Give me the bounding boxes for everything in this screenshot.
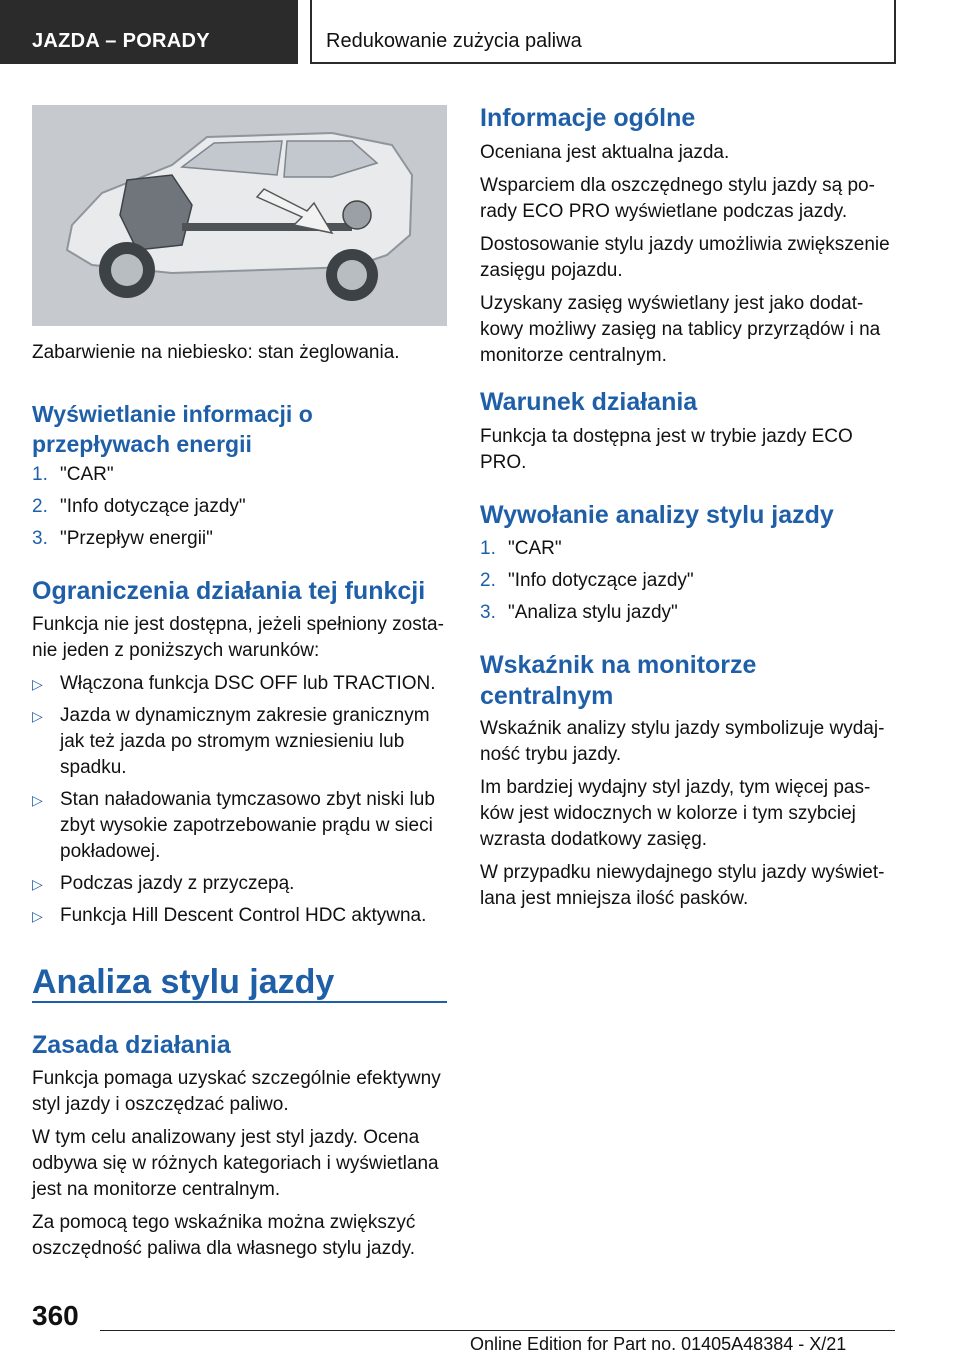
text-line: Oceniana jest aktualna jazda. [480, 142, 730, 163]
text-line: Uzyskany zasięg wyświetlany jest jako dodat- [480, 293, 864, 314]
text-line: Funkcja nie jest dostępna, jeżeli spełniony zosta- [32, 614, 444, 635]
step-number: 1. [480, 538, 496, 559]
text-line: Wsparciem dla oszczędnego stylu jazdy są po- [480, 175, 875, 196]
text-line: W tym celu analizowany jest styl jazdy. Ocena [32, 1127, 420, 1148]
energy-flow-steps [32, 462, 447, 552]
paragraph [480, 232, 895, 284]
list-item [32, 703, 452, 781]
text-line: Za pomocą tego wskaźnika można zwiększyć [32, 1212, 416, 1233]
list-text [60, 703, 430, 781]
paragraph [480, 860, 895, 912]
step-text: "Info dotyczące jazdy" [60, 496, 246, 517]
step-number: 2. [480, 570, 496, 591]
text-line: odbywa się w różnych kategoriach i wyświetlana [32, 1153, 439, 1174]
list-item [32, 903, 452, 929]
paragraph [480, 173, 895, 225]
edition-note: Online Edition for Part no. 01405A48384 - X/21 [470, 1334, 847, 1354]
text-line: ność trybu jazdy. [480, 744, 622, 765]
heading-line: przepływach energii [32, 431, 252, 457]
list-text [60, 787, 435, 865]
text-line: jak też jazda po stromym wzniesieniu lub [60, 731, 405, 752]
step-item [480, 600, 895, 626]
step-number: 3. [480, 602, 496, 623]
step-number: 2. [32, 496, 48, 517]
call-heading: Wywołanie analizy stylu jazdy [480, 501, 834, 529]
limits-heading: Ograniczenia działania tej funkcji [32, 577, 426, 605]
text-line: wzrasta dodatkowy zasięg. [480, 829, 708, 850]
list-item [32, 671, 452, 697]
indicator-heading [480, 650, 895, 712]
step-item [32, 462, 447, 488]
list-item [32, 787, 452, 865]
text-line: Wskaźnik analizy stylu jazdy symbolizuje wydaj- [480, 718, 885, 739]
step-item [480, 536, 895, 562]
section-tab [0, 0, 298, 64]
general-body [480, 140, 895, 369]
text-line: PRO. [480, 452, 527, 473]
text-line: pokładowej. [60, 841, 161, 862]
step-number: 1. [32, 464, 48, 485]
text-line: Im bardziej wydajny styl jazdy, tym więcej pas- [480, 777, 871, 798]
triangle-bullet-icon: ▷ [32, 676, 43, 692]
step-number: 3. [32, 528, 48, 549]
text-line: Stan naładowania tymczasowo zbyt niski lub [60, 789, 435, 810]
text-line: zbyt wysokie zapotrzebowanie prądu w sieci [60, 815, 433, 836]
paragraph [480, 775, 895, 853]
paragraph [480, 291, 895, 369]
step-item [480, 568, 895, 594]
condition-heading: Warunek działania [480, 388, 698, 416]
step-text: "Przepływ energii" [60, 528, 213, 549]
text-line: jest na monitorze centralnym. [32, 1179, 281, 1200]
text-line: Dostosowanie stylu jazdy umożliwia zwiększenie [480, 234, 890, 255]
triangle-bullet-icon: ▷ [32, 876, 43, 892]
step-item [32, 526, 447, 552]
principle-heading: Zasada działania [32, 1031, 231, 1059]
footer-rule [100, 1330, 895, 1331]
heading-line: centralnym [480, 682, 614, 710]
text-line: lana jest mniejsza ilość pasków. [480, 888, 749, 909]
indicator-body [480, 716, 895, 912]
step-item [32, 494, 447, 520]
step-text: "Analiza stylu jazdy" [508, 602, 678, 623]
text-line: Funkcja ta dostępna jest w trybie jazdy ECO [480, 426, 853, 447]
condition-text [480, 424, 895, 476]
text-line: kowy możliwy zasięg na tablicy przyrządów i na [480, 319, 881, 340]
page-number: 360 [32, 1300, 79, 1331]
section-title: JAZDA – PORADY [32, 30, 210, 52]
figure-caption: Zabarwienie na niebiesko: stan żeglowania. [32, 342, 400, 363]
text-line: rady ECO PRO wyświetlane podczas jazdy. [480, 201, 848, 222]
list-text: Podczas jazdy z przyczepą. [60, 873, 295, 894]
text-line: zasięgu pojazdu. [480, 260, 623, 281]
car-drivetrain-illustration [32, 105, 447, 326]
text-line: Funkcja pomaga uzyskać szczególnie efektywny [32, 1068, 441, 1089]
paragraph [32, 1125, 452, 1203]
car-drivetrain-figure [32, 105, 447, 326]
general-heading: Informacje ogólne [480, 104, 696, 132]
paragraph [480, 140, 895, 166]
text-line: monitorze centralnym. [480, 345, 667, 366]
chapter-tab [310, 0, 896, 64]
call-steps [480, 536, 895, 626]
step-text: "CAR" [508, 538, 562, 559]
paragraph [32, 1210, 452, 1262]
text-line: nie jeden z poniższych warunków: [32, 640, 320, 661]
title-rule [32, 1001, 447, 1003]
energy-flow-heading [32, 399, 447, 459]
step-text: "Info dotyczące jazdy" [508, 570, 694, 591]
text-line: styl jazdy i oszczędzać paliwo. [32, 1094, 289, 1115]
text-line: ków jest widocznych w kolorze i tym szybciej [480, 803, 856, 824]
heading-line: Wyświetlanie informacji o [32, 401, 313, 427]
limits-intro [32, 612, 452, 664]
triangle-bullet-icon: ▷ [32, 792, 43, 808]
list-text: Włączona funkcja DSC OFF lub TRACTION. [60, 673, 436, 694]
chapter-title: Redukowanie zużycia paliwa [326, 30, 582, 52]
limits-list [32, 671, 452, 929]
step-text: "CAR" [60, 464, 114, 485]
paragraph [32, 1066, 452, 1118]
paragraph [480, 716, 895, 768]
text-line: Jazda w dynamicznym zakresie granicznym [60, 705, 430, 726]
triangle-bullet-icon: ▷ [32, 708, 43, 724]
heading-line: Wskaźnik na monitorze [480, 651, 757, 679]
principle-body [32, 1066, 452, 1262]
text-line: spadku. [60, 757, 127, 778]
analysis-title: Analiza stylu jazdy [32, 963, 335, 1001]
list-text: Funkcja Hill Descent Control HDC aktywna. [60, 905, 427, 926]
text-line: W przypadku niewydajnego stylu jazdy wyświet- [480, 862, 885, 883]
triangle-bullet-icon: ▷ [32, 908, 43, 924]
text-line: oszczędność paliwa dla własnego stylu jazdy. [32, 1238, 416, 1259]
list-item [32, 871, 452, 897]
